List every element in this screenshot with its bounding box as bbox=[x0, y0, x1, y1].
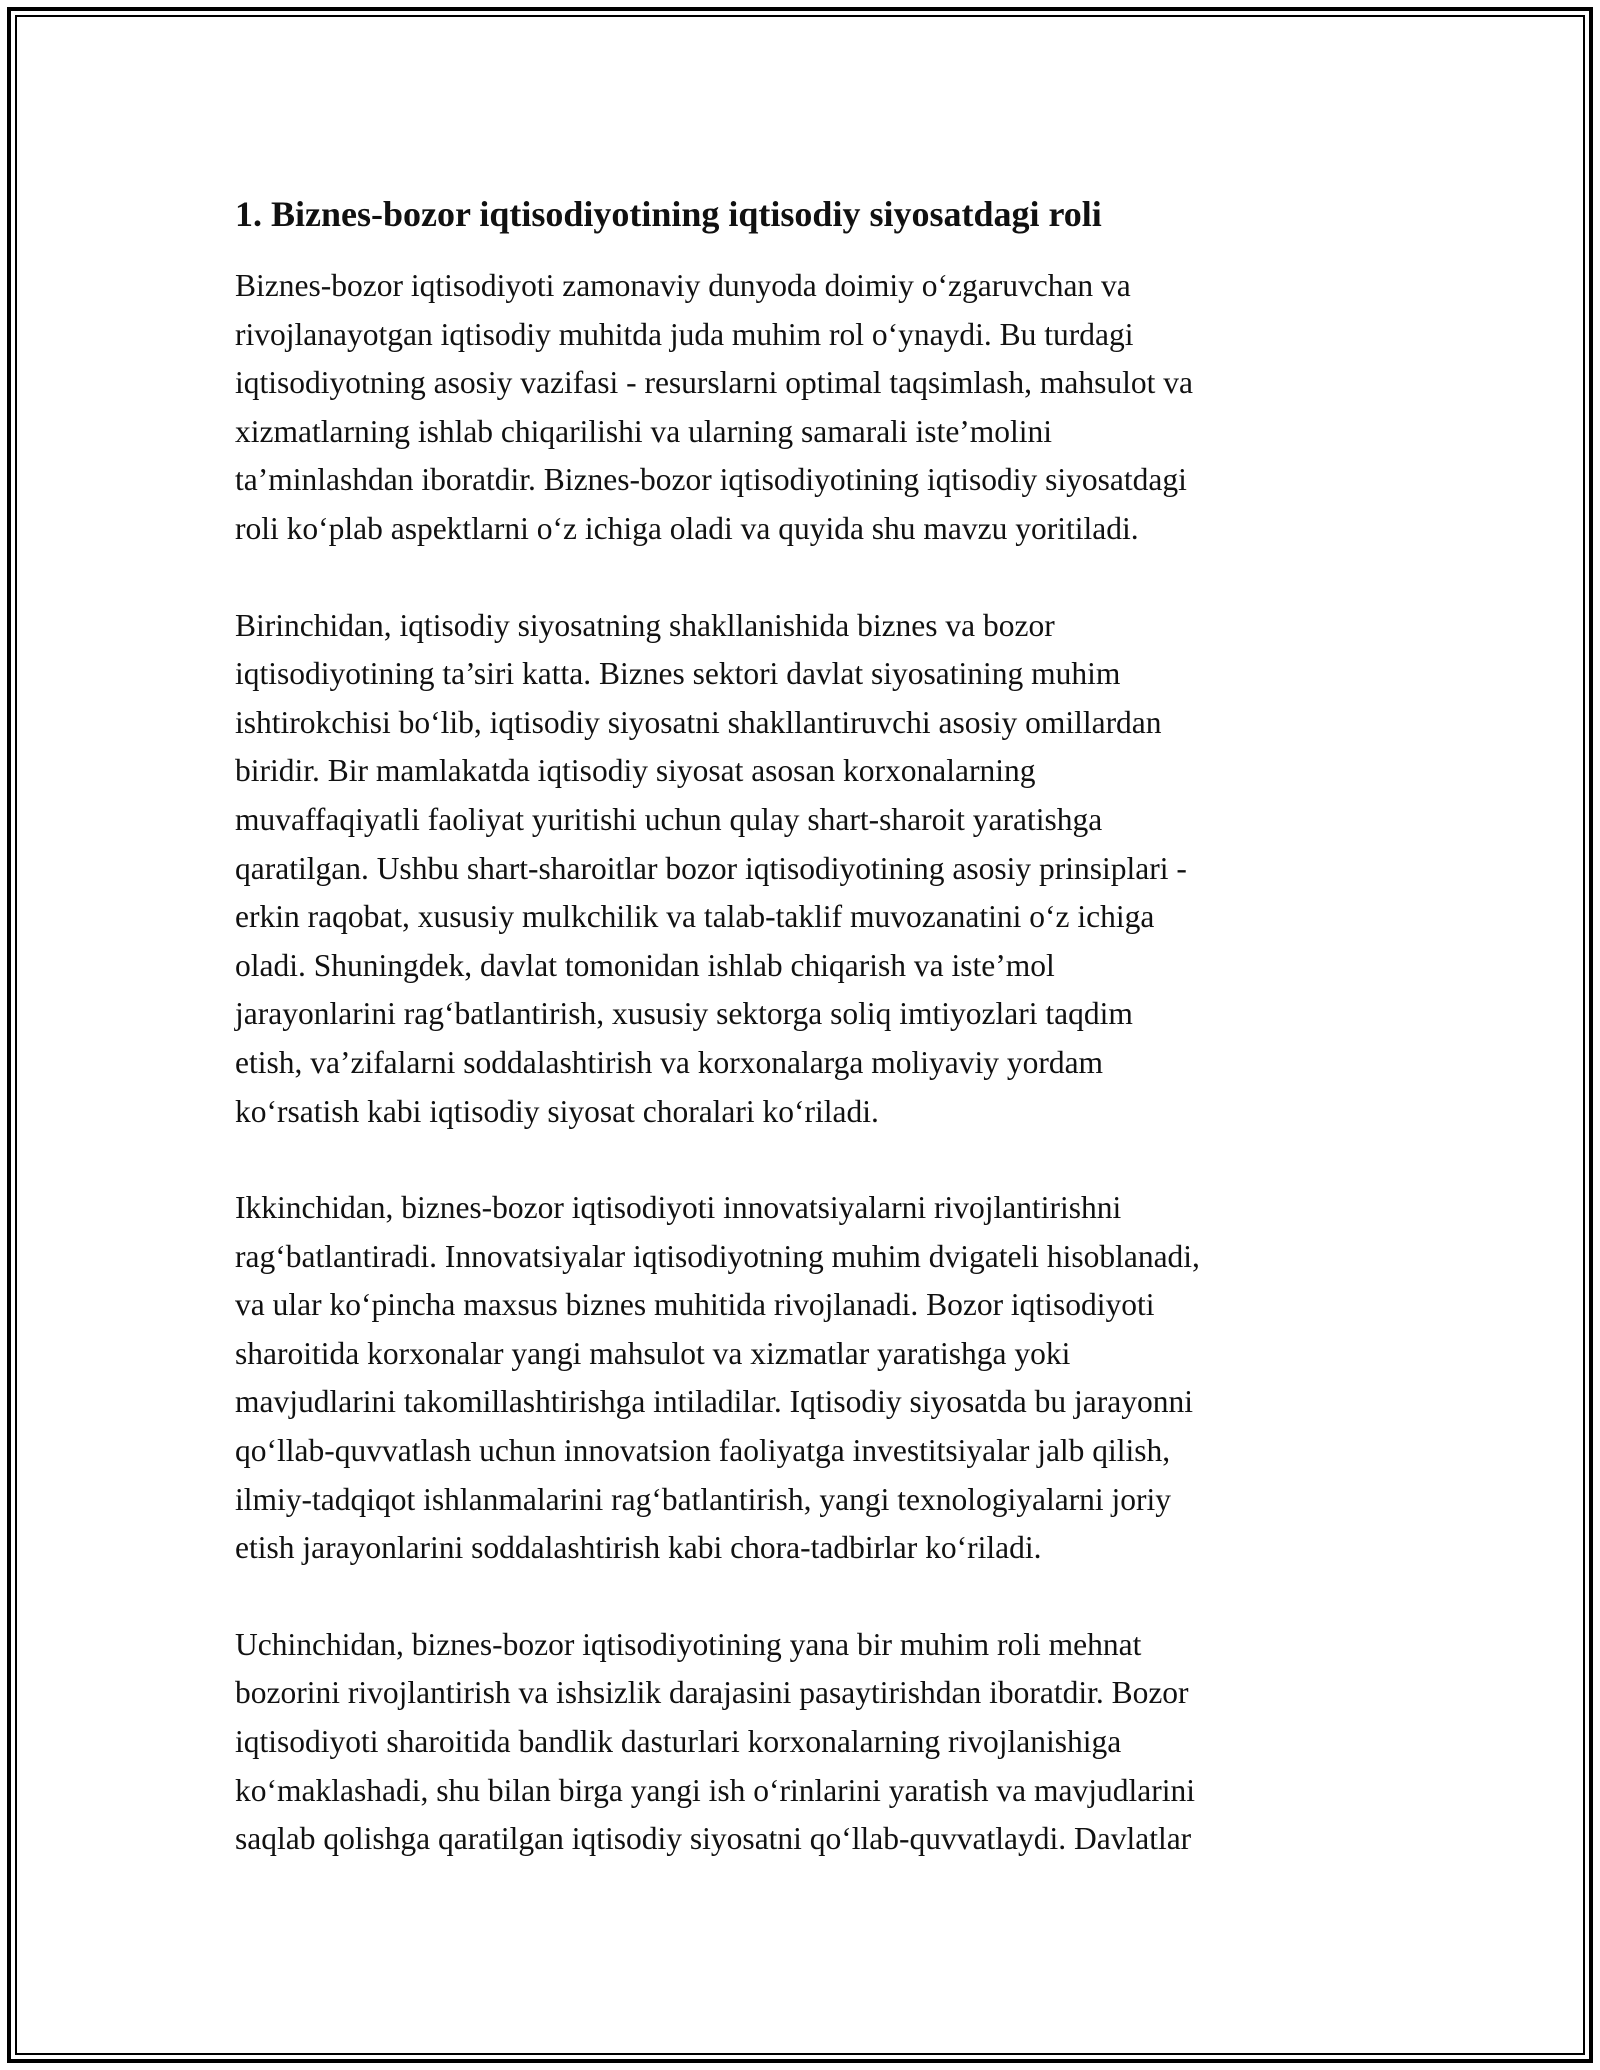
paragraph-third-point: Uchinchidan, biznes-bozor iqtisodiyotining yana bir muhim roli mehnat bozorini rivojlantirish va ishsizlik darajasini pasaytirishdan iboratdir. Bozor iqtisodiyoti sharoitida bandlik dasturlari korxonalarning rivojlanishiga ko‘maklashadi, shu bilan birga yangi ish o‘rinlarini yaratish va mavjudlarini saqlab qolishga qaratilgan iqtisodiy siyosatni qo‘llab-quvvatlaydi. Davlatlar bbox=[235, 1626, 1195, 1857]
paragraph-intro: Biznes-bozor iqtisodiyoti zamonaviy dunyoda doimiy o‘zgaruvchan va rivojlanayotgan iqtisodiy muhitda juda muhim rol o‘ynaydi. Bu turdagi iqtisodiyotning asosiy vazifasi - resurslarni optimal taqsimlash, mahsulot va xizmatlarning ishlab chiqarilishi va ularning samarali iste’molini ta’minlashdan iboratdir. Biznes-bozor iqtisodiyotining iqtisodiy siyosatdagi roli ko‘plab aspektlarni o‘z ichiga oladi va quyida shu mavzu yoritiladi. bbox=[235, 268, 1193, 546]
paragraph-first-point: Birinchidan, iqtisodiy siyosatning shakllanishida biznes va bozor iqtisodiyotining ta’siri katta. Biznes sektori davlat siyosatining muhim ishtirokchisi bo‘lib, iqtisodiy siyosatni shakllantiruvchi asosiy omillardan biridir. Bir mamlakatda iqtisodiy siyosat asosan korxonalarning muvaffaqiyatli faoliyat yuritishi uchun qulay shart-sharoit yaratishga qaratilgan. Ushbu shart-sharoitlar bozor iqtisodiyotining asosiy prinsiplari - erkin raqobat, xususiy mulkchilik va talab-taklif muvozanatini o‘z ichiga oladi. Shuningdek, davlat tomonidan ishlab chiqarish va iste’mol jarayonlarini rag‘batlantirish, xususiy sektorga soliq imtiyozlari taqdim etish, va’zifalarni soddalashtirish va korxonalarga moliyaviy yordam ko‘rsatish kabi iqtisodiy siyosat choralari ko‘riladi. bbox=[235, 607, 1187, 1129]
paragraph-second-point: Ikkinchidan, biznes-bozor iqtisodiyoti innovatsiyalarni rivojlantirishni rag‘batlantiradi. Innovatsiyalar iqtisodiyotning muhim dvigateli hisoblanadi, va ular ko‘pincha maxsus biznes muhitida rivojlanadi. Bozor iqtisodiyoti sharoitida korxonalar yangi mahsulot va xizmatlar yaratishga yoki mavjudlarini takomillashtirishga intiladilar. Iqtisodiy siyosatda bu jarayonni qo‘llab-quvvatlash uchun innovatsion faoliyatga investitsiyalar jalb qilish, ilmiy-tadqiqot ishlanmalarini rag‘batlantirish, yangi texnologiyalarni joriy etish jarayonlarini soddalashtirish kabi chora-tadbirlar ko‘riladi. bbox=[235, 1190, 1200, 1566]
section-heading: 1. Biznes-bozor iqtisodiyotining iqtisodiy siyosatdagi roli bbox=[235, 194, 1102, 234]
document-body bbox=[235, 190, 1365, 1912]
